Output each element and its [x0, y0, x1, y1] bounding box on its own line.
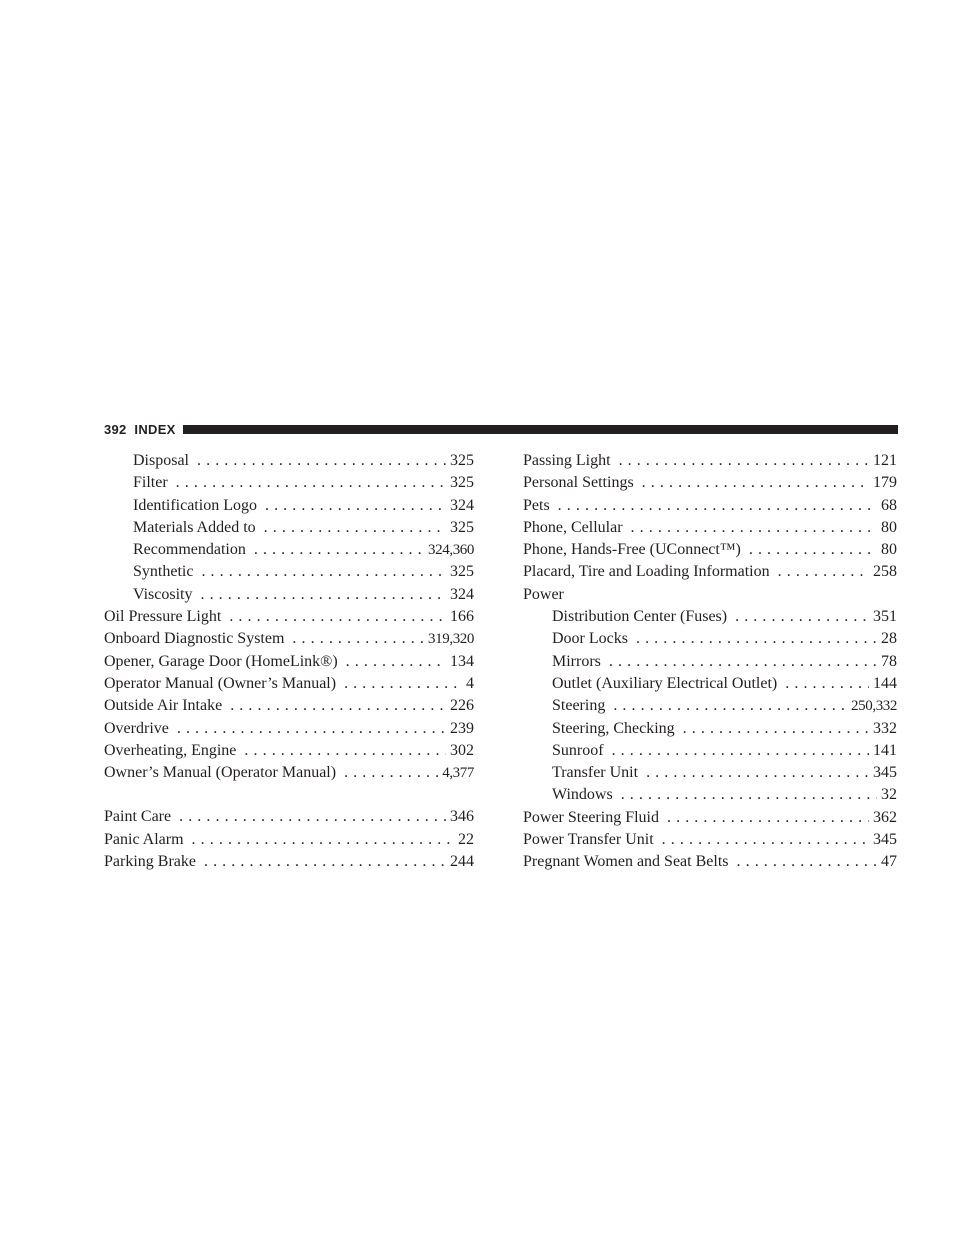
index-entry [523, 807, 897, 829]
dot-leader [344, 673, 462, 695]
dot-leader [619, 450, 869, 472]
index-page-ref[interactable]: 80 [881, 541, 897, 559]
index-page-ref[interactable]: 141 [873, 741, 897, 759]
index-page-ref[interactable]: 324,360 [428, 542, 474, 559]
index-term: Power Steering Fluid [523, 808, 659, 826]
index-entry [104, 806, 474, 828]
index-page-ref[interactable]: 239 [450, 719, 474, 737]
index-entry [104, 517, 474, 539]
dot-leader [177, 718, 446, 740]
running-header [104, 419, 898, 439]
index-page-ref[interactable]: 325 [450, 563, 474, 581]
dot-leader [254, 539, 424, 561]
dot-leader [558, 495, 877, 517]
dot-leader [612, 740, 869, 762]
index-page-ref[interactable]: 22 [458, 830, 474, 848]
dot-leader [201, 561, 446, 583]
dot-leader [737, 851, 878, 873]
index-entry [523, 606, 897, 628]
index-page-ref[interactable]: 325 [450, 452, 474, 469]
index-page-ref[interactable]: 250,332 [851, 698, 897, 715]
index-entry [523, 495, 897, 517]
index-page-ref[interactable]: 345 [873, 764, 897, 782]
index-term: Paint Care [104, 808, 172, 826]
header-rule [183, 425, 898, 434]
dot-leader [264, 517, 446, 539]
index-term: Transfer Unit [552, 764, 639, 782]
index-entry [104, 584, 474, 606]
index-page-ref[interactable]: 351 [873, 608, 897, 626]
index-term: Synthetic [133, 563, 194, 581]
index-term: Opener, Garage Door (HomeLink®) [104, 652, 338, 670]
index-term: Distribution Center (Fuses) [552, 608, 728, 626]
index-page-ref[interactable]: 319,320 [428, 631, 474, 648]
dot-leader [683, 718, 869, 740]
index-entry [104, 450, 474, 472]
index-term: Operator Manual (Owner’s Manual) [104, 674, 337, 692]
dot-leader [621, 784, 877, 806]
index-entry [104, 651, 474, 673]
index-entry [104, 718, 474, 740]
index-page-ref[interactable]: 166 [450, 608, 474, 626]
dot-leader [636, 628, 877, 650]
index-term: Steering [552, 697, 606, 715]
index-page-ref[interactable]: 28 [881, 630, 897, 648]
index-page-ref[interactable]: 78 [881, 652, 897, 670]
index-term: Passing Light [523, 452, 611, 469]
dot-leader [197, 450, 446, 472]
index-entry [104, 829, 474, 851]
index-entry [104, 695, 474, 717]
index-entry [523, 561, 897, 583]
index-term: Viscosity [133, 585, 193, 603]
index-entry [523, 673, 897, 695]
index-term: Mirrors [552, 652, 601, 670]
index-term: Steering, Checking [552, 719, 675, 737]
index-term: Onboard Diagnostic System [104, 630, 285, 648]
index-entry [104, 472, 474, 494]
index-page-ref[interactable]: 80 [881, 518, 897, 536]
index-term: Identification Logo [133, 496, 257, 514]
index-column-right [523, 450, 897, 874]
index-page-ref[interactable]: 4 [466, 674, 474, 692]
index-term: Materials Added to [133, 518, 256, 536]
index-page-ref[interactable]: 134 [450, 652, 474, 670]
dot-leader [244, 740, 446, 762]
index-page-ref[interactable]: 324 [450, 585, 474, 603]
index-term: Personal Settings [523, 474, 634, 492]
index-page-ref[interactable]: 325 [450, 474, 474, 492]
dot-leader [230, 695, 446, 717]
index-page-ref[interactable]: 325 [450, 518, 474, 536]
index-term: Disposal [133, 452, 189, 469]
index-term: Phone, Cellular [523, 518, 623, 536]
index-page-ref[interactable]: 144 [873, 674, 897, 692]
index-entry [104, 561, 474, 583]
index-entry [104, 628, 474, 650]
index-entry [104, 539, 474, 561]
dot-leader [204, 851, 446, 873]
index-term: Sunroof [552, 741, 604, 759]
index-term: Overheating, Engine [104, 741, 237, 759]
index-entry [523, 718, 897, 740]
index-entry [104, 762, 474, 784]
dot-leader [292, 628, 424, 650]
index-term: Outlet (Auxiliary Electrical Outlet) [552, 674, 778, 692]
index-page-ref[interactable]: 332 [873, 719, 897, 737]
index-entry [523, 829, 897, 851]
index-term: Panic Alarm [104, 830, 184, 848]
index-page-ref[interactable]: 47 [881, 853, 897, 871]
index-term: Outside Air Intake [104, 697, 223, 715]
index-entry [523, 628, 897, 650]
index-entry [523, 762, 897, 784]
index-page-ref[interactable]: 346 [450, 808, 474, 826]
dot-leader [346, 651, 446, 673]
index-page-ref[interactable]: 362 [873, 808, 897, 826]
dot-leader [344, 762, 438, 784]
dot-leader [265, 495, 446, 517]
index-entry [104, 495, 474, 517]
dot-leader [642, 472, 869, 494]
index-page-ref[interactable]: 4,377 [442, 765, 474, 782]
index-term: Owner’s Manual (Operator Manual) [104, 764, 337, 782]
index-entry [523, 450, 897, 472]
index-page-ref[interactable]: 179 [873, 474, 897, 492]
dot-leader [192, 829, 454, 851]
index-entry [523, 517, 897, 539]
index-page-ref[interactable]: 244 [450, 853, 474, 871]
index-term: Pets [523, 496, 550, 514]
index-term: Door Locks [552, 630, 628, 648]
index-term: Phone, Hands-Free (UConnect™) [523, 541, 741, 559]
index-entry [104, 740, 474, 762]
index-entry [104, 606, 474, 628]
index-page-ref[interactable]: 302 [450, 741, 474, 759]
index-page-ref[interactable]: 32 [881, 786, 897, 804]
dot-leader [631, 517, 877, 539]
index-term: Parking Brake [104, 853, 196, 871]
index-entry [523, 784, 897, 806]
dot-leader [176, 472, 446, 494]
section-title: INDEX [134, 421, 176, 437]
dot-leader [613, 695, 847, 717]
index-term: Overdrive [104, 719, 169, 737]
index-term: Oil Pressure Light [104, 608, 222, 626]
page-number: 392 [104, 421, 127, 437]
index-page-ref[interactable]: 345 [873, 831, 897, 849]
dot-leader [667, 807, 869, 829]
dot-leader [662, 829, 869, 851]
index-entry [523, 584, 897, 606]
index-entry [523, 695, 897, 717]
index-term: Power [523, 585, 564, 603]
dot-leader [778, 561, 869, 583]
index-entry [523, 740, 897, 762]
index-term: Filter [133, 474, 168, 492]
dot-leader [785, 673, 869, 695]
index-entry [523, 851, 897, 873]
dot-leader [749, 539, 877, 561]
index-page-ref[interactable]: 68 [881, 496, 897, 514]
index-term: Recommendation [133, 541, 246, 559]
index-term: Power Transfer Unit [523, 831, 654, 849]
dot-leader [179, 806, 446, 828]
index-page-ref[interactable]: 258 [873, 563, 897, 581]
dot-leader [200, 584, 446, 606]
index-entry [104, 851, 474, 873]
index-term: Pregnant Women and Seat Belts [523, 853, 729, 871]
index-entry [523, 539, 897, 561]
dot-leader [735, 606, 869, 628]
index-page-ref[interactable]: 121 [873, 452, 897, 469]
index-page-ref[interactable]: 226 [450, 697, 474, 715]
index-term: Placard, Tire and Loading Information [523, 563, 770, 581]
index-entry [104, 673, 474, 695]
index-term: Windows [552, 786, 613, 804]
index-column-left [104, 450, 474, 873]
dot-leader [609, 651, 877, 673]
index-entry [523, 651, 897, 673]
dot-leader [646, 762, 869, 784]
index-entry [523, 472, 897, 494]
index-page-ref[interactable]: 324 [450, 496, 474, 514]
dot-leader [229, 606, 446, 628]
